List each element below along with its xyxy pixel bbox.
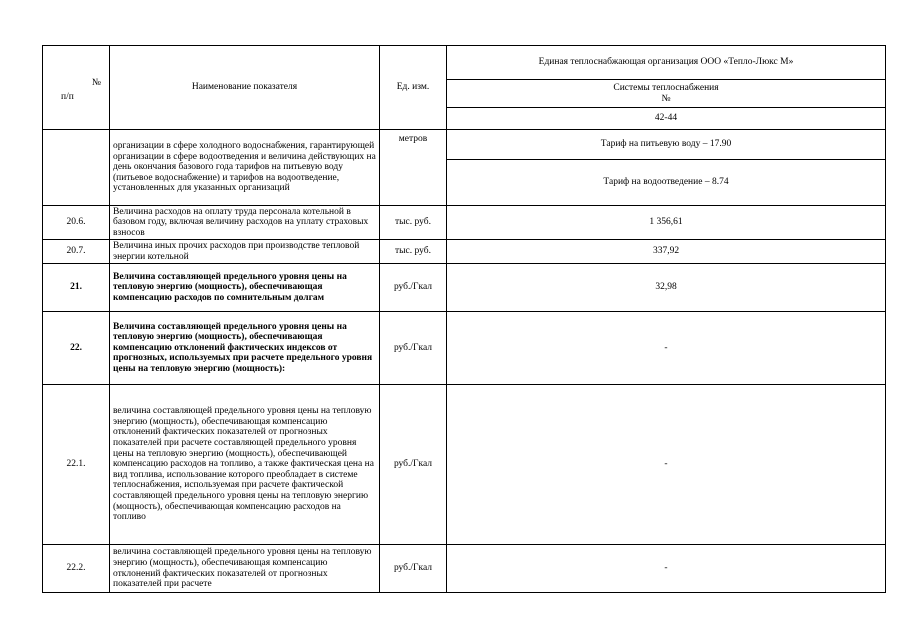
row-20-7-unit: тыс. руб.: [380, 240, 447, 264]
row-21-unit: руб./Гкал: [380, 264, 447, 312]
row-cont-unit: метров: [380, 130, 447, 206]
row-20-7-name: Величина иных прочих расходов при производстве тепловой энергии котельной: [110, 240, 380, 264]
row-cont-value-1: Тариф на питьевую воду – 17.90: [447, 130, 886, 160]
header-name: Наименование показателя: [110, 46, 380, 130]
row-22-1-num: 22.1.: [43, 385, 110, 545]
row-cont-value-2: Тариф на водоотведение – 8.74: [447, 160, 886, 206]
row-22-2-name: величина составляющей предельного уровня цены на тепловую энергию (мощность), обеспечивающая компенсацию отклонений фактических показателей от прогнозных показателей при расчете: [110, 545, 380, 593]
table-row: [43, 240, 886, 264]
row-21-name: Величина составляющей предельного уровня цены на тепловую энергию (мощность), обеспечивающая компенсацию расходов по сомнительным долгам: [110, 264, 380, 312]
row-20-7-num: 20.7.: [43, 240, 110, 264]
row-22-1-name: величина составляющей предельного уровня цены на тепловую энергию (мощность), обеспечивающая компенсацию отклонений фактических показателей от прогнозных показателей при расчете составляющей предельного уровня цены на тепловую энергию (мощность), обеспечивающей компенсацию расходов на топливо, а также фактическая цена на вид топлива, использование которого преобладает в системе теплоснабжения, используемая при расчете фактической составляющей предельного уровня цены на тепловую энергию (мощность), обеспечивающая компенсацию расходов на топливо: [110, 385, 380, 545]
header-organization: Единая теплоснабжающая организация ООО «Тепло-Люкс М»: [447, 46, 886, 80]
row-20-6-num: 20.6.: [43, 206, 110, 240]
row-21-value: 32,98: [447, 264, 886, 312]
row-22-num: 22.: [43, 312, 110, 385]
tariff-table: [42, 45, 886, 593]
header-systems-number: №: [661, 93, 671, 104]
row-22-2-unit: руб./Гкал: [380, 545, 447, 593]
table-row: [43, 545, 886, 593]
header-number-label: п/п: [61, 92, 74, 102]
row-20-6-unit: тыс. руб.: [380, 206, 447, 240]
row-cont-name: организации в сфере холодного водоснабжения, гарантирующей организации в сфере водоотведения и величина действующих на день окончания базового года тарифов на питьевую воду (питьевое водоснабжение) и тарифов на водоотведение, установленных для указанных организаций: [110, 130, 380, 206]
row-22-name: Величина составляющей предельного уровня цены на тепловую энергию (мощность), обеспечивающая компенсацию отклонений фактических индексов от прогнозных, используемых при расчете предельного уровня цены на тепловую энергию (мощность):: [110, 312, 380, 385]
table-row: [43, 385, 886, 545]
table-row: [43, 312, 886, 385]
row-22-value: -: [447, 312, 886, 385]
header-systems: [447, 80, 886, 108]
row-22-1-unit: руб./Гкал: [380, 385, 447, 545]
row-22-2-num: 22.2.: [43, 545, 110, 593]
row-22-unit: руб./Гкал: [380, 312, 447, 385]
row-22-2-value: -: [447, 545, 886, 593]
table-row: [43, 206, 886, 240]
header-unit: Ед. изм.: [380, 46, 447, 130]
header-system-id: 42-44: [447, 108, 886, 130]
header-number-sign: №: [91, 78, 101, 88]
row-cont-num: [43, 130, 110, 206]
header-number-cell: [43, 46, 110, 130]
row-20-6-name: Величина расходов на оплату труда персонала котельной в базовом году, включая величину расходов на уплату страховых взносов: [110, 206, 380, 240]
row-22-1-value: -: [447, 385, 886, 545]
row-21-num: 21.: [43, 264, 110, 312]
header-systems-label: Системы теплоснабжения: [613, 82, 719, 93]
row-20-6-value: 1 356,61: [447, 206, 886, 240]
row-20-7-value: 337,92: [447, 240, 886, 264]
table-row: [43, 264, 886, 312]
table-row: [43, 130, 886, 160]
